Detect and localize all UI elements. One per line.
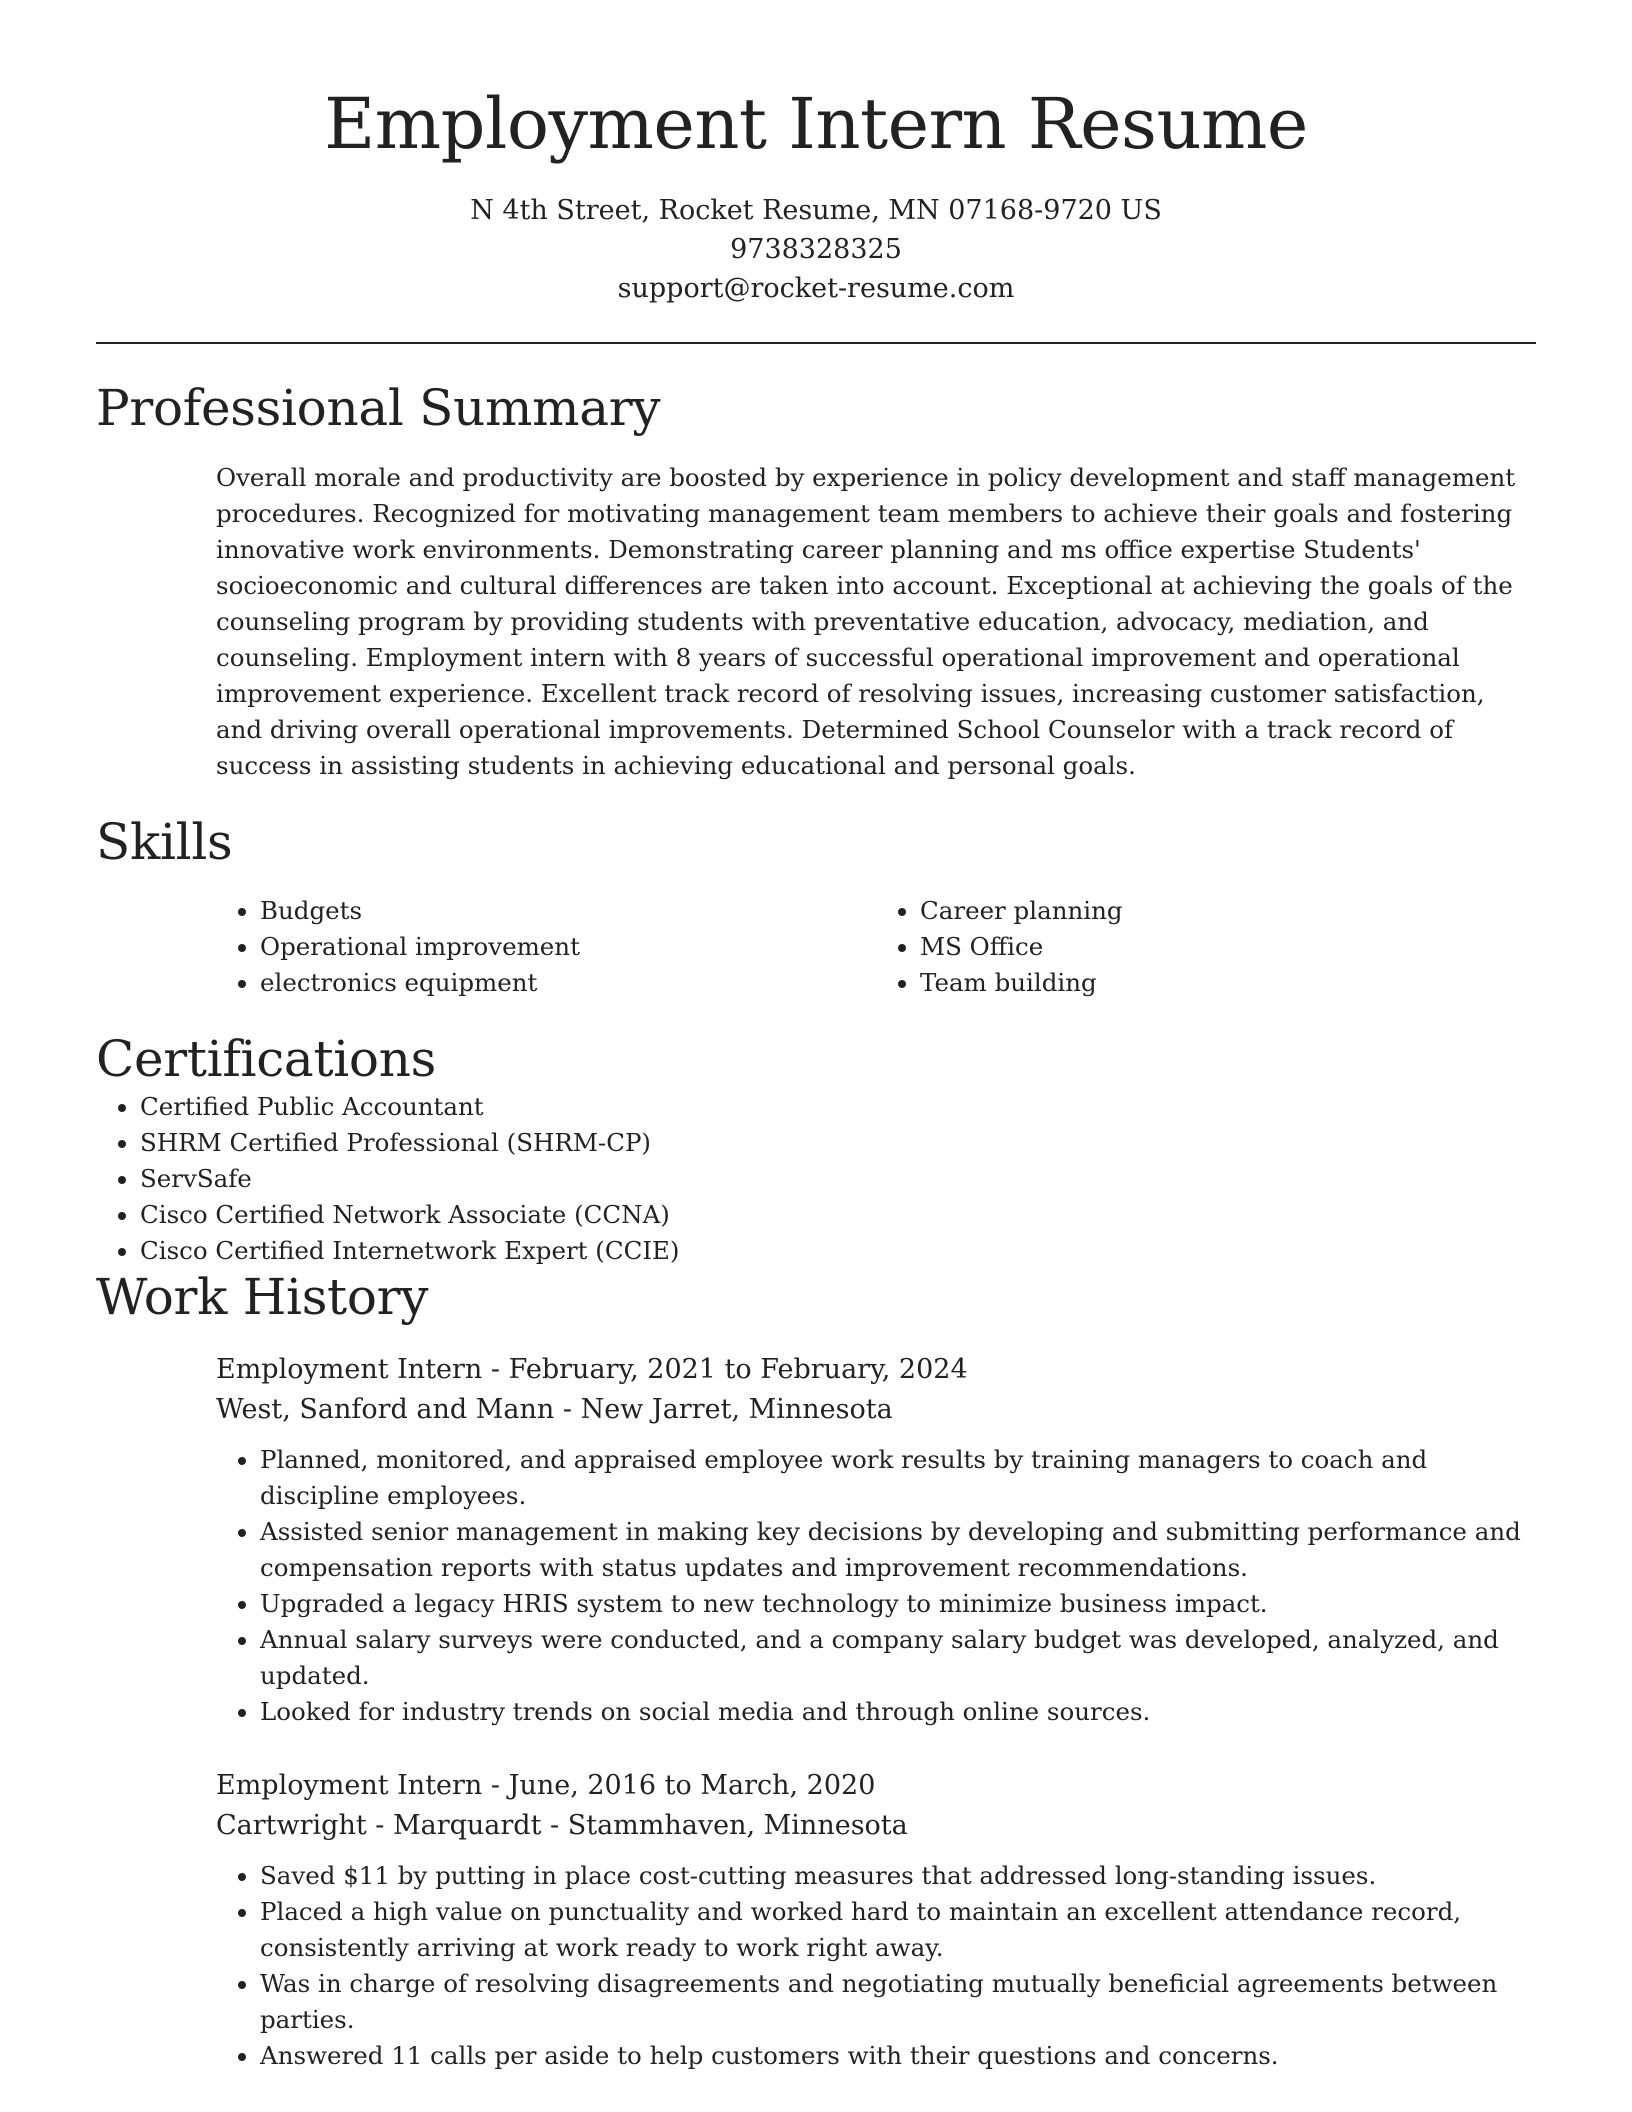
separator: - xyxy=(554,1394,581,1425)
certification-item: • ServSafe xyxy=(140,1161,1536,1197)
job-company: West, Sanford and Mann xyxy=(216,1394,555,1425)
skills-list-right xyxy=(876,893,1536,1001)
skill-item: • Team building xyxy=(920,965,1536,1001)
job-location: New Jarret, Minnesota xyxy=(580,1394,893,1425)
job-bullet: • Annual salary surveys were conducted, and a company salary budget was developed, analyzed, and updated. xyxy=(260,1622,1536,1694)
certification-item: • SHRM Certified Professional (SHRM-CP) xyxy=(140,1125,1536,1161)
job-bullet: • Answered 11 calls per aside to help customers with their questions and concerns. xyxy=(260,2038,1536,2074)
skill-item: • MS Office xyxy=(920,929,1536,965)
summary-section xyxy=(96,380,1536,784)
summary-heading: Professional Summary xyxy=(96,379,661,437)
contact-address: N 4th Street, Rocket Resume, MN 07168-9720 US xyxy=(470,194,1162,226)
job-bullet: • Assisted senior management in making key decisions by developing and submitting performance and compensation reports with status updates and improvement recommendations. xyxy=(260,1514,1536,1586)
job-bullet: • Upgraded a legacy HRIS system to new technology to minimize business impact. xyxy=(260,1586,1536,1622)
certification-item: • Certified Public Accountant xyxy=(140,1089,1536,1125)
job-entry xyxy=(216,1350,1536,1730)
job-entry xyxy=(216,1766,1536,2074)
contact-block xyxy=(0,191,1632,308)
job-bullet: • Looked for industry trends on social media and through online sources. xyxy=(260,1694,1536,1730)
contact-phone: 9738328325 xyxy=(730,233,902,265)
job-title-line xyxy=(216,1350,1536,1390)
job-company: Cartwright - Marquardt xyxy=(216,1810,542,1841)
job-title: Employment Intern xyxy=(216,1770,483,1801)
job-bullet: • Planned, monitored, and appraised employee work results by training managers to coach and discipline employees. xyxy=(260,1442,1536,1514)
job-company-line xyxy=(216,1390,1536,1430)
resume-title: Employment Intern Resume xyxy=(324,83,1308,165)
job-title: Employment Intern xyxy=(216,1354,483,1385)
skills-heading: Skills xyxy=(96,812,233,871)
job-title-line xyxy=(216,1766,1536,1806)
job-location: Stammhaven, Minnesota xyxy=(567,1810,908,1841)
job-bullets xyxy=(216,1858,1536,2074)
skill-item: • electronics equipment xyxy=(260,965,876,1001)
summary-text: Overall morale and productivity are boosted by experience in policy development and staff management procedures. Recognized for motivating management team members to achieve their goals and fostering innovative work environments. Demonstrating career planning and ms office expertise Students' socioeconomic and cultural differences are taken into account. Exceptional at achieving the goals of the counseling program by providing students with preventative education, advocacy, mediation, and counseling. Employment intern with 8 years of successful operational improvement and operational improvement experience. Excellent track record of resolving issues, increasing customer satisfaction, and driving overall operational improvements. Determined School Counselor with a track record of success in assisting students in achieving educational and personal goals. xyxy=(216,462,1516,780)
skill-item: • Career planning xyxy=(920,893,1536,929)
work-history-heading: Work History xyxy=(96,1267,429,1326)
skills-columns xyxy=(216,893,1536,1001)
job-bullet: • Saved $11 by putting in place cost-cutting measures that addressed long-standing issues. xyxy=(260,1858,1536,1894)
certifications-heading: Certifications xyxy=(96,1030,436,1088)
skills-section xyxy=(96,814,1536,1002)
header-divider xyxy=(96,342,1536,344)
separator: - xyxy=(541,1810,568,1841)
contact-email: support@rocket-resume.com xyxy=(617,272,1015,304)
work-history-section xyxy=(96,1269,1536,2075)
job-dates: June, 2016 to March, 2020 xyxy=(508,1770,876,1801)
separator: - xyxy=(482,1354,509,1385)
job-bullet: • Placed a high value on punctuality and worked hard to maintain an excellent attendance record, consistently arriving at work ready to work right away. xyxy=(260,1894,1536,1966)
separator: - xyxy=(482,1770,509,1801)
skill-item: • Operational improvement xyxy=(260,929,876,965)
resume-content xyxy=(96,380,1536,2074)
skills-list-left xyxy=(216,893,876,1001)
job-bullet: • Was in charge of resolving disagreements and negotiating mutually beneficial agreements between parties. xyxy=(260,1966,1536,2038)
certification-item: • Cisco Certified Internetwork Expert (CCIE) xyxy=(140,1233,1536,1269)
resume-header xyxy=(0,0,1632,308)
job-bullets xyxy=(216,1442,1536,1730)
certifications-section xyxy=(96,1031,1536,1269)
job-company-line xyxy=(216,1806,1536,1846)
certification-item: • Cisco Certified Network Associate (CCNA) xyxy=(140,1197,1536,1233)
skill-item: • Budgets xyxy=(260,893,876,929)
job-dates: February, 2021 to February, 2024 xyxy=(508,1354,968,1385)
certifications-list xyxy=(96,1089,1536,1269)
